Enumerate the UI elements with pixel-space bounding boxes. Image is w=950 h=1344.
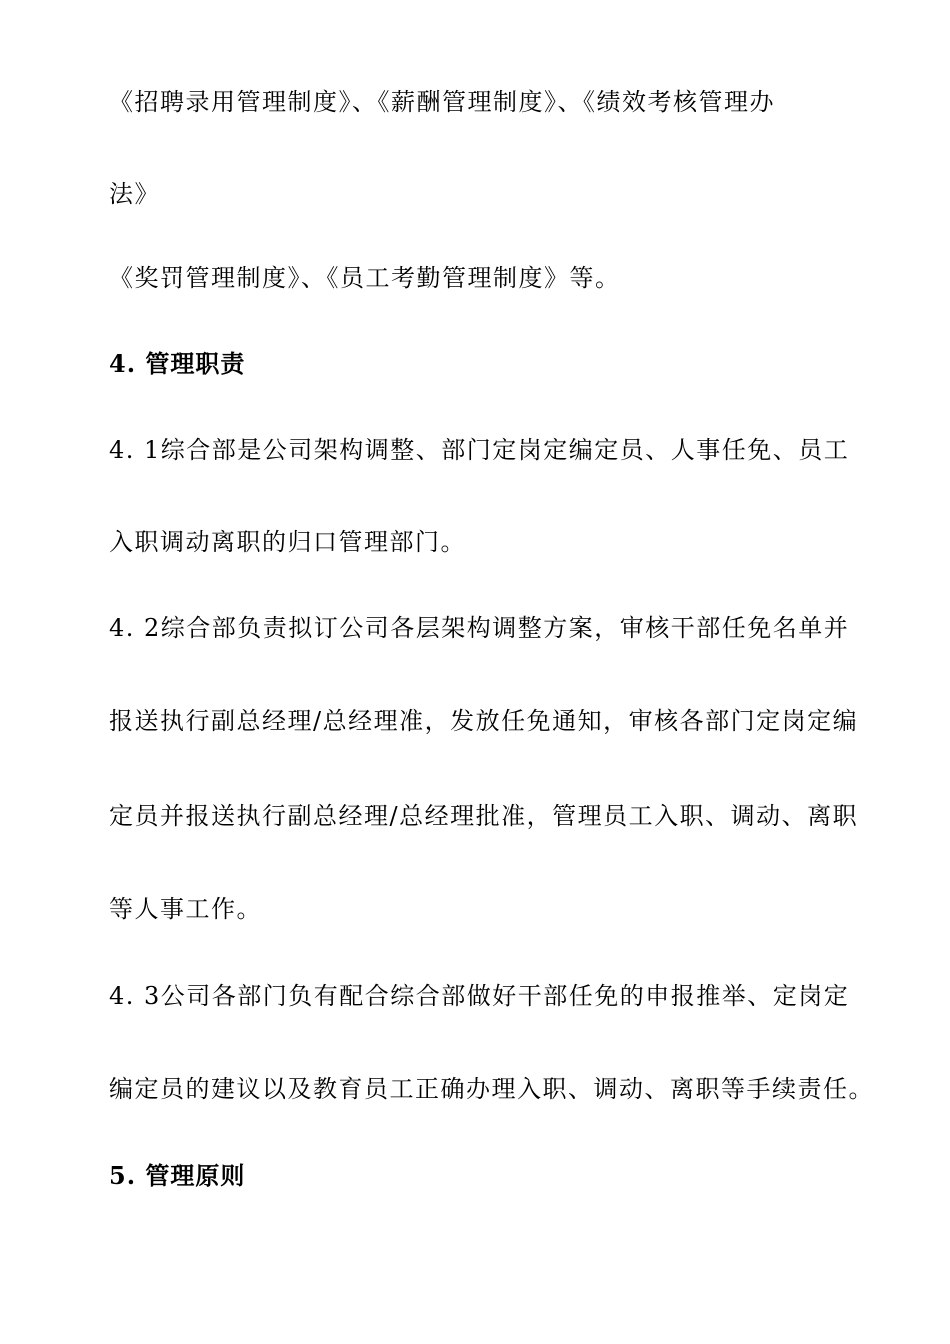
paragraph-line: 法》 [109,180,160,208]
paragraph-line: 入职调动离职的归口管理部门。 [109,528,466,556]
section-heading: 4. 管理职责 [109,349,246,378]
paragraph-line: 《招聘录用管理制度》、《薪酬管理制度》、《绩效考核管理办 [109,88,775,116]
paragraph-line: 4. 3公司各部门负有配合综合部做好干部任免的申报推举、定岗定 [109,982,850,1010]
paragraph-line: 编定员的建议以及教育员工正确办理入职、调动、离职等手续责任。 [109,1075,874,1103]
section-heading: 5. 管理原则 [109,1161,246,1190]
paragraph-line: 《奖罚管理制度》、《员工考勤管理制度》等。 [109,264,621,292]
paragraph-line: 4. 1综合部是公司架构调整、部门定岗定编定员、人事任免、员工 [109,436,850,464]
paragraph-line: 定员并报送执行副总经理/总经理批准，管理员工入职、调动、离职 [109,802,859,830]
paragraph-line: 等人事工作。 [109,895,262,923]
paragraph-line: 4. 2综合部负责拟订公司各层架构调整方案，审核干部任免名单并 [109,614,850,642]
paragraph-line: 报送执行副总经理/总经理准，发放任免通知，审核各部门定岗定编 [109,707,859,735]
